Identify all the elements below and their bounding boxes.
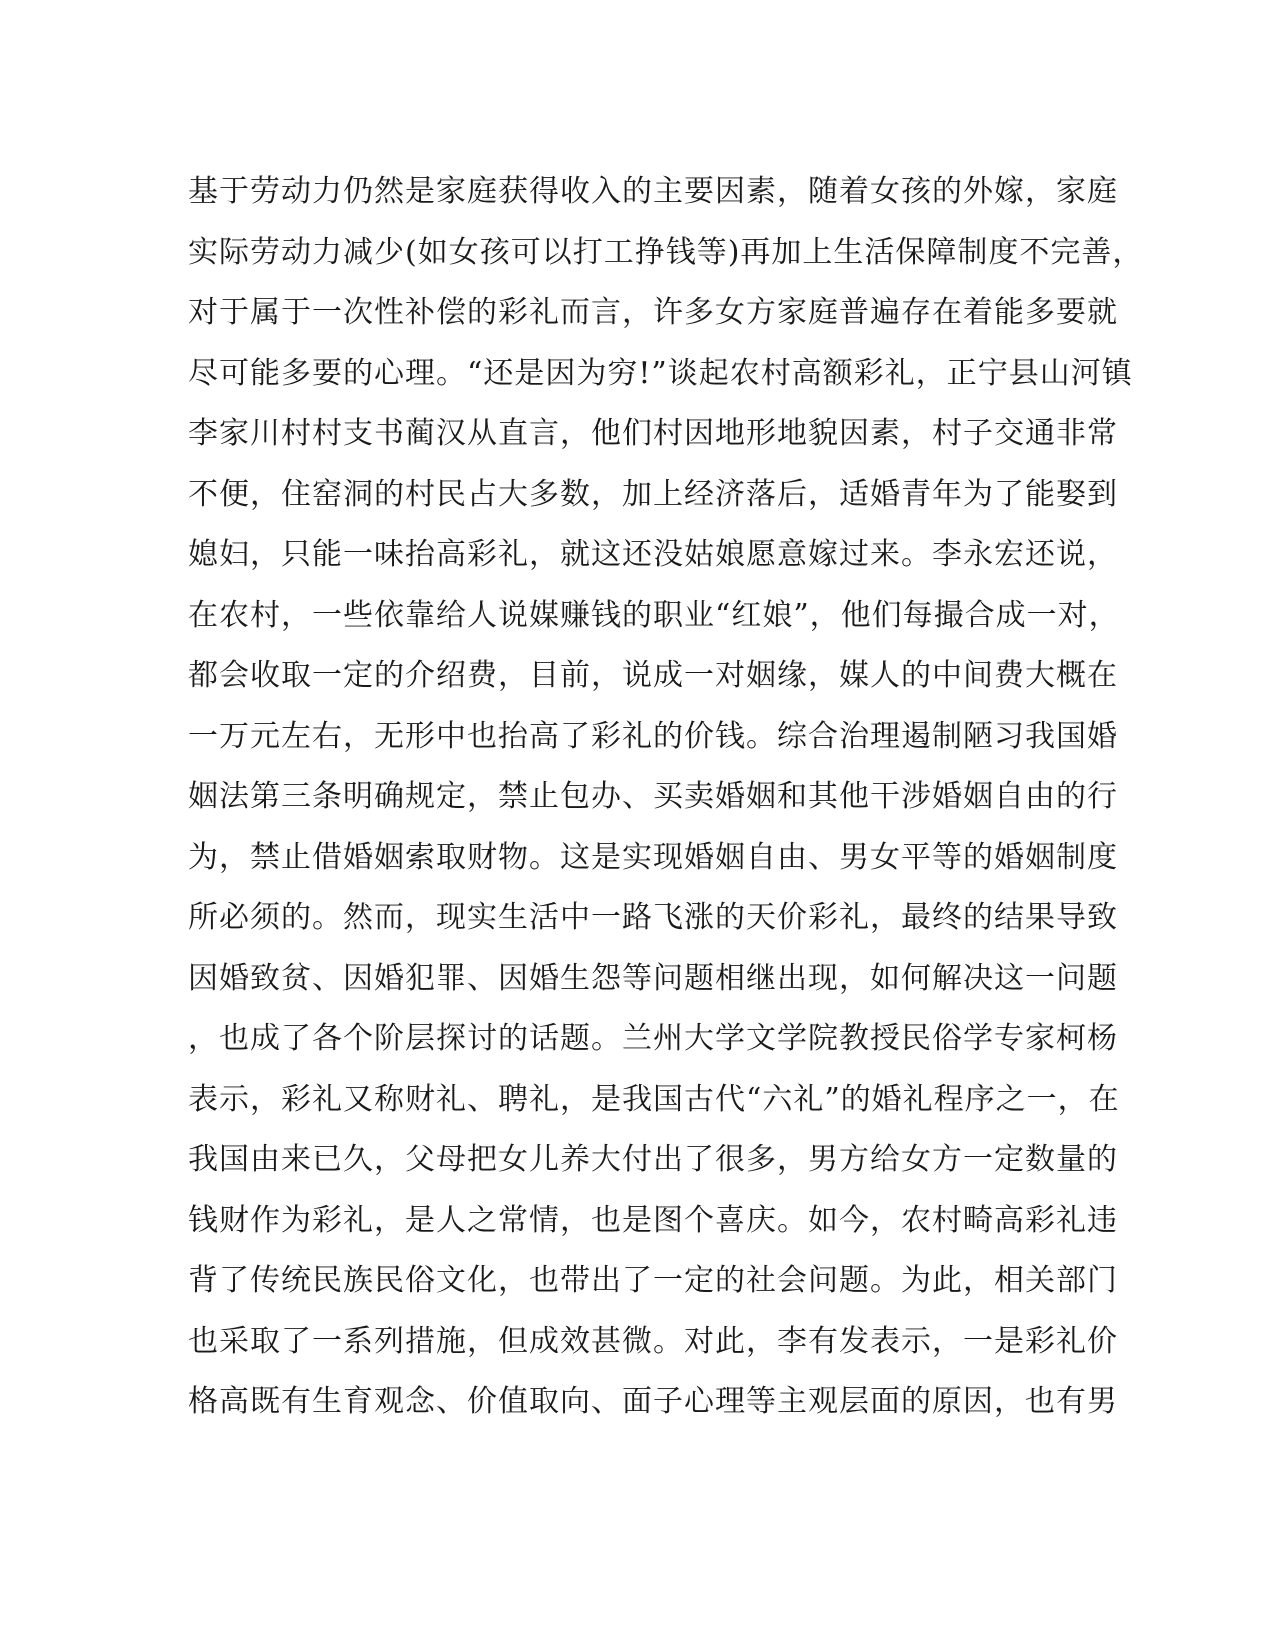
- text-line: 实际劳动力减少(如女孩可以打工挣钱等)再加上生活保障制度不完善，: [188, 234, 1144, 270]
- text-line: 格高既有生育观念、价值取向、面子心理等主观层面的原因，也有男: [188, 1384, 1118, 1419]
- text-line: 钱财作为彩礼，是人之常情，也是图个喜庆。如今，农村畸高彩礼违: [188, 1202, 1118, 1238]
- text-line: 为，禁止借婚姻索取财物。这是实现婚姻自由、男女平等的婚姻制度: [188, 839, 1118, 875]
- text-line: 尽可能多要的心理。“还是因为穷!”谈起农村高额彩礼，正宁县山河镇: [188, 355, 1133, 391]
- text-line: 也采取了一系列措施，但成效甚微。对此，李有发表示，一是彩礼价: [188, 1323, 1118, 1359]
- body-text: [188, 162, 1144, 1433]
- text-line: 不便，住窑洞的村民占大多数，加上经济落后，适婚青年为了能娶到: [188, 476, 1118, 512]
- text-line: 基于劳动力仍然是家庭获得收入的主要因素，随着女孩的外嫁，家庭: [188, 174, 1118, 209]
- text-line: 所必须的。然而，现实生活中一路飞涨的天价彩礼，最终的结果导致: [188, 900, 1118, 935]
- text-line: 对于属于一次性补偿的彩礼而言，许多女方家庭普遍存在着能多要就: [188, 295, 1118, 330]
- text-line: 表示，彩礼又称财礼、聘礼，是我国古代“六礼”的婚礼程序之一，在: [188, 1081, 1120, 1117]
- text-line: ，也成了各个阶层探讨的话题。兰州大学文学院教授民俗学专家柯杨: [188, 1021, 1118, 1056]
- text-line: 背了传统民族民俗文化，也带出了一定的社会问题。为此，相关部门: [188, 1263, 1118, 1298]
- text-line: 一万元左右，无形中也抬高了彩礼的价钱。综合治理遏制陋习我国婚: [188, 718, 1118, 754]
- text-line: 姻法第三条明确规定，禁止包办、买卖婚姻和其他干涉婚姻自由的行: [188, 779, 1118, 814]
- text-line: 因婚致贫、因婚犯罪、因婚生怨等问题相继出现，如何解决这一问题: [188, 960, 1118, 996]
- text-line: 李家川村村支书蔺汉从直言，他们村因地形地貌因素，村子交通非常: [188, 416, 1118, 451]
- text-line: 媳妇，只能一味抬高彩礼，就这还没姑娘愿意嫁过来。李永宏还说，: [188, 537, 1118, 572]
- text-line: 都会收取一定的介绍费，目前，说成一对姻缘，媒人的中间费大概在: [188, 658, 1118, 693]
- text-line: 在农村，一些依靠给人说媒赚钱的职业“红娘”，他们每撮合成一对，: [188, 597, 1120, 633]
- text-line: 我国由来已久，父母把女儿养大付出了很多，男方给女方一定数量的: [188, 1142, 1118, 1177]
